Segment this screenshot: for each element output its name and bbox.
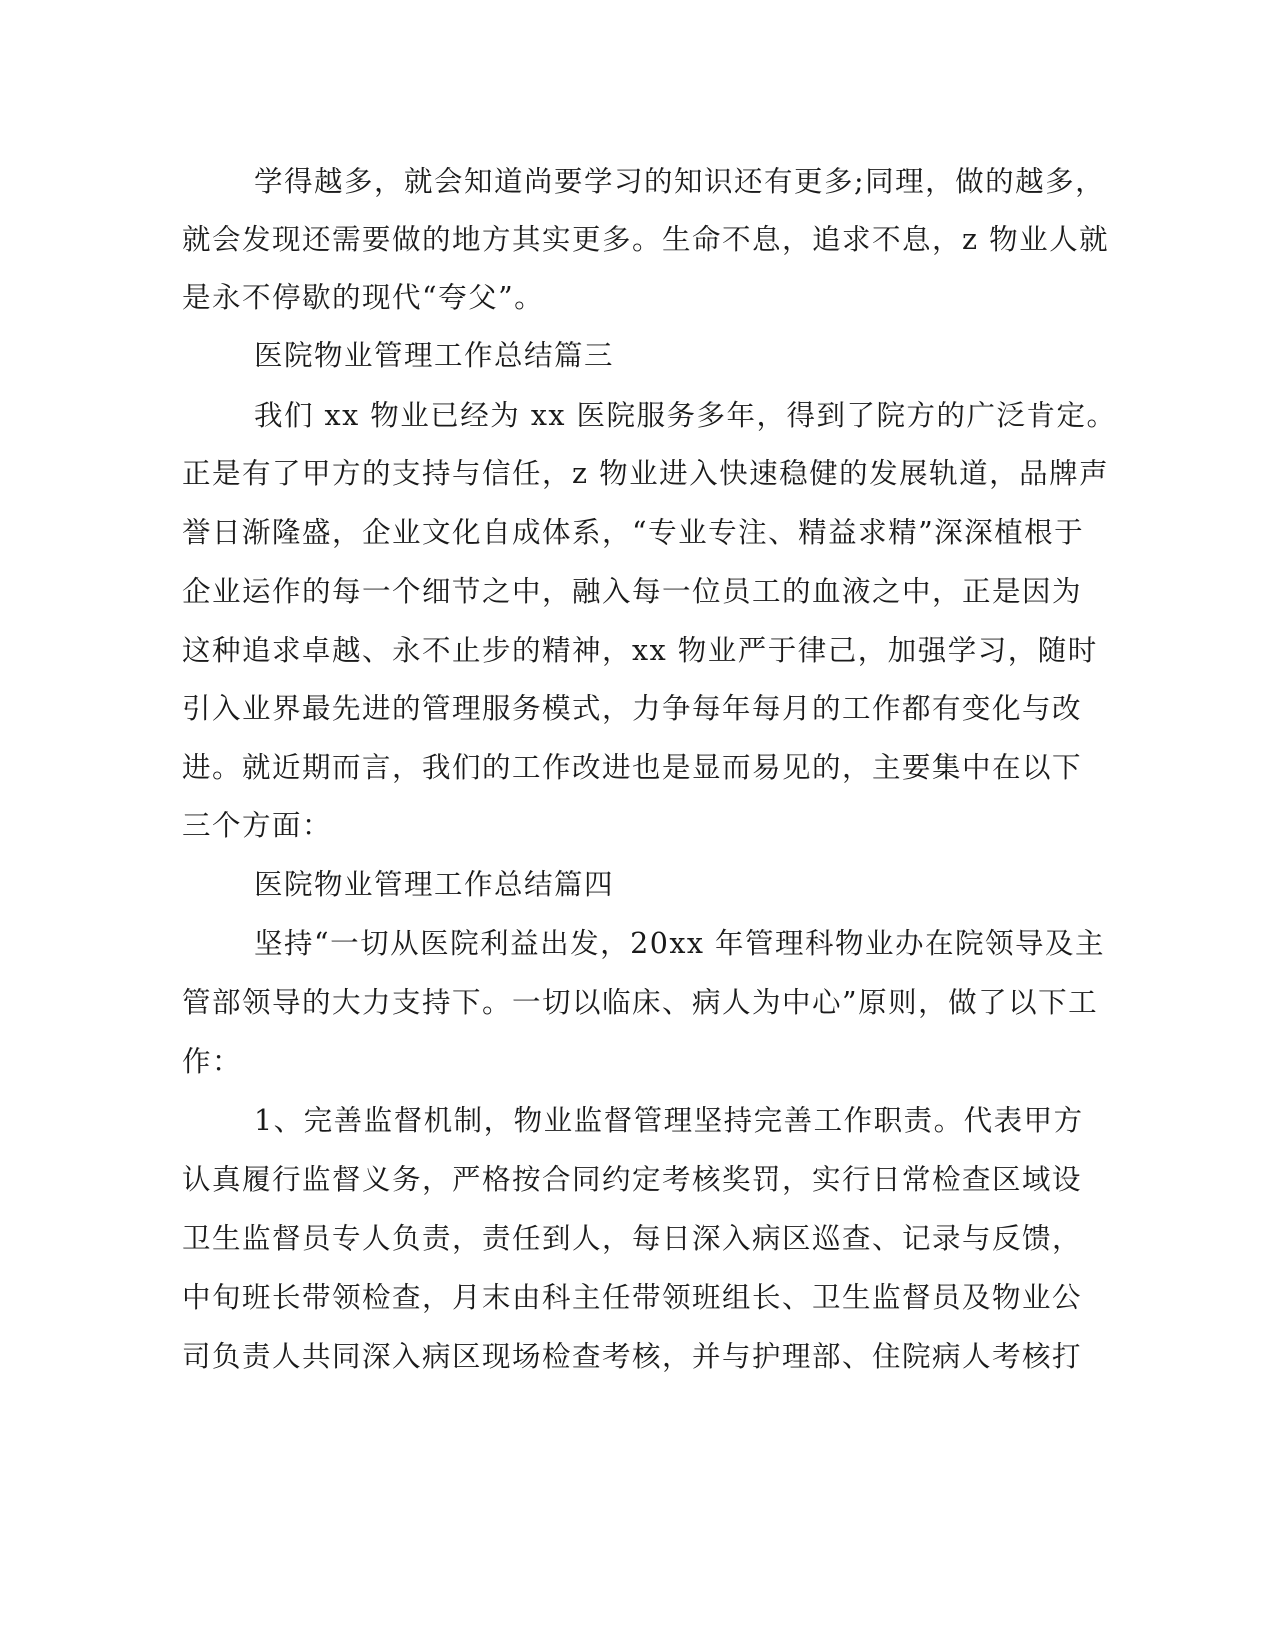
paragraph-line: 学得越多，就会知道尚要学习的知识还有更多;同理，做的越多， — [254, 165, 1106, 198]
paragraph-line: 坚持“一切从医院利益出发，20xx 年管理科物业办在院领导及主 — [254, 927, 1106, 960]
paragraph-line: 是永不停歇的现代“夸父”。 — [182, 281, 545, 314]
paragraph-line: 企业运作的每一个细节之中，融入每一位员工的血液之中，正是因为 — [182, 575, 1083, 608]
paragraph-line: 进。就近期而言，我们的工作改进也是显而易见的，主要集中在以下 — [182, 751, 1083, 784]
paragraph-line: 司负责人共同深入病区现场检查考核，并与护理部、住院病人考核打 — [182, 1340, 1083, 1373]
paragraph-line: 作： — [182, 1045, 243, 1078]
paragraph-line: 这种追求卓越、永不止步的精神，xx 物业严于律己，加强学习，随时 — [182, 634, 1098, 667]
paragraph-line: 誉日渐隆盛，企业文化自成体系，“专业专注、精益求精”深深植根于 — [182, 516, 1085, 549]
paragraph-line: 卫生监督员专人负责，责任到人，每日深入病区巡查、记录与反馈， — [182, 1222, 1083, 1255]
paragraph-line: 认真履行监督义务，严格按合同约定考核奖罚，实行日常检查区域设 — [182, 1163, 1083, 1196]
paragraph-line: 就会发现还需要做的地方其实更多。生命不息，追求不息，z 物业人就 — [182, 223, 1110, 256]
paragraph-line: 中旬班长带领检查，月末由科主任带领班组长、卫生监督员及物业公 — [182, 1281, 1083, 1314]
paragraph-line: 我们 xx 物业已经为 xx 医院服务多年，得到了院方的广泛肯定。 — [254, 399, 1117, 432]
paragraph-line: 1、完善监督机制，物业监督管理坚持完善工作职责。代表甲方 — [254, 1104, 1084, 1137]
section-heading: 医院物业管理工作总结篇四 — [254, 868, 615, 901]
paragraph-line: 三个方面： — [182, 809, 333, 842]
paragraph-line: 正是有了甲方的支持与信任，z 物业进入快速稳健的发展轨道，品牌声 — [182, 457, 1110, 490]
paragraph-line: 管部领导的大力支持下。一切以临床、病人为中心”原则，做了以下工 — [182, 986, 1099, 1019]
paragraph-line: 引入业界最先进的管理服务模式，力争每年每月的工作都有变化与改 — [182, 692, 1083, 725]
section-heading: 医院物业管理工作总结篇三 — [254, 339, 615, 372]
